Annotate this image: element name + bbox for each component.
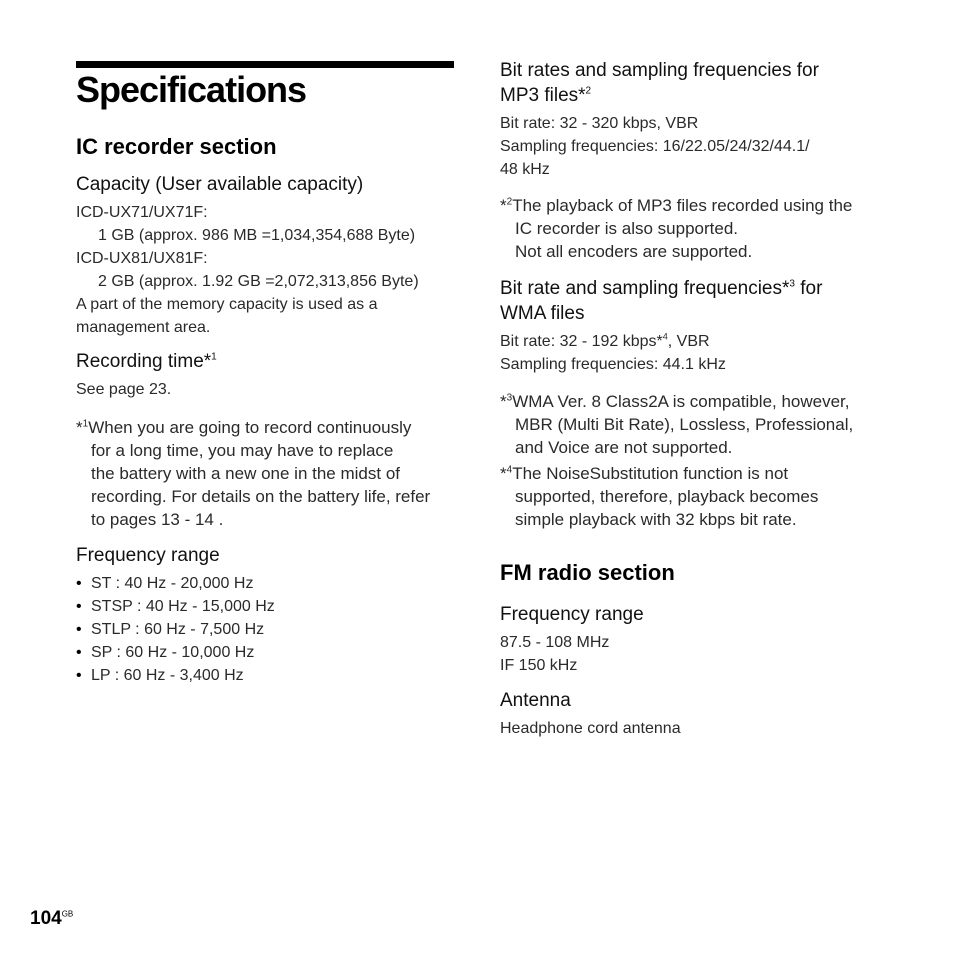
footnote-3-marker: * [500, 392, 507, 411]
fm-frequency-body [500, 631, 609, 677]
list-item: • STLP : 60 Hz - 7,500 Hz [76, 618, 275, 641]
footnote-4 [500, 462, 890, 531]
fm-frequency-heading: Frequency range [500, 604, 644, 625]
wma-heading-part1: Bit rate and sampling frequencies* [500, 278, 790, 299]
fm-if-value: IF 150 kHz [500, 657, 578, 674]
footnote-2-line: Not all encoders are supported. [515, 242, 753, 261]
footnote-1-sup: 1 [82, 418, 89, 430]
list-item: • STSP : 40 Hz - 15,000 Hz [76, 595, 275, 618]
mp3-heading-line1: Bit rates and sampling frequencies for [500, 60, 819, 81]
title-rule [76, 61, 454, 68]
footnote-4-line: The NoiseSubstitution function is not [512, 464, 789, 483]
footnote-4-line: supported, therefore, playback becomes [515, 487, 819, 506]
page-number-value: 104 [30, 908, 62, 929]
wma-heading-line2: WMA files [500, 303, 585, 324]
wma-heading-sup: 3 [789, 278, 795, 290]
ic-recorder-heading: IC recorder section [76, 134, 277, 159]
antenna-heading: Antenna [500, 690, 571, 711]
fm-frequency-value: 87.5 - 108 MHz [500, 634, 610, 651]
wma-sampling: Sampling frequencies: 44.1 kHz [500, 356, 726, 373]
footnote-1-line: When you are going to record continuously [88, 418, 412, 437]
frequency-range-list [76, 572, 275, 687]
mp3-heading-sup: 2 [585, 85, 592, 97]
recording-time-sup: 1 [211, 351, 217, 363]
capacity-model2: ICD-UX81/UX81F: [76, 250, 208, 267]
footnote-1-line: recording. For details on the battery life, refer [91, 487, 431, 506]
footnote-2-line: IC recorder is also supported. [515, 219, 738, 238]
footnote-3 [500, 390, 890, 459]
wma-heading [500, 276, 890, 326]
footnote-1-line: for a long time, you may have to replace [91, 441, 394, 460]
mp3-sampling-line2: 48 kHz [500, 161, 550, 178]
footnote-2 [500, 194, 890, 263]
page-number-suffix: GB [61, 909, 74, 919]
frequency-range-heading: Frequency range [76, 545, 220, 566]
footnote-4-line: simple playback with 32 kbps bit rate. [515, 510, 797, 529]
footnote-1-marker: * [76, 418, 83, 437]
footnote-3-line: and Voice are not supported. [515, 438, 733, 457]
recording-time-heading-text: Recording time* [76, 351, 212, 372]
mp3-body [500, 112, 880, 181]
antenna-value: Headphone cord antenna [500, 720, 681, 737]
recording-time-body: See page 23. [76, 381, 172, 398]
wma-bitrate-sup: 4 [662, 331, 668, 342]
recording-time-heading [76, 349, 217, 374]
capacity-model2-value: 2 GB (approx. 1.92 GB =2,072,313,856 Byte) [98, 273, 419, 290]
capacity-heading: Capacity (User available capacity) [76, 174, 364, 195]
wma-bitrate-part1: Bit rate: 32 - 192 kbps* [500, 333, 663, 350]
footnote-3-line: WMA Ver. 8 Class2A is compatible, however, [512, 392, 850, 411]
page-number [30, 908, 73, 930]
list-item: • ST : 40 Hz - 20,000 Hz [76, 572, 275, 595]
wma-bitrate-part2: , VBR [667, 333, 710, 350]
capacity-model1: ICD-UX71/UX71F: [76, 204, 208, 221]
list-item: • SP : 60 Hz - 10,000 Hz [76, 641, 275, 664]
list-item: • LP : 60 Hz - 3,400 Hz [76, 664, 275, 687]
footnote-2-sup: 2 [506, 196, 513, 208]
capacity-body [76, 201, 456, 339]
footnote-1-line: the battery with a new one in the midst of [91, 464, 401, 483]
wma-body [500, 330, 880, 376]
footnote-1-line: to pages 13 - 14 . [91, 510, 224, 529]
footnote-1 [76, 416, 456, 531]
fm-radio-heading: FM radio section [500, 560, 675, 585]
capacity-note-line2: management area. [76, 319, 211, 336]
footnote-3-sup: 3 [506, 392, 513, 404]
footnote-3-line: MBR (Multi Bit Rate), Lossless, Professional, [515, 415, 854, 434]
mp3-bitrate: Bit rate: 32 - 320 kbps, VBR [500, 115, 699, 132]
mp3-heading-line2: MP3 files* [500, 85, 586, 106]
page-title: Specifications [76, 69, 307, 110]
footnote-4-marker: * [500, 464, 507, 483]
mp3-heading [500, 58, 880, 108]
wma-heading-part2: for [794, 278, 823, 299]
capacity-note-line1: A part of the memory capacity is used as a [76, 296, 378, 313]
mp3-sampling-line1: Sampling frequencies: 16/22.05/24/32/44.1/ [500, 138, 810, 155]
footnote-2-line: The playback of MP3 files recorded using the [512, 196, 853, 215]
footnote-4-sup: 4 [506, 464, 513, 476]
footnote-2-marker: * [500, 196, 507, 215]
capacity-model1-value: 1 GB (approx. 986 MB =1,034,354,688 Byte) [98, 227, 416, 244]
